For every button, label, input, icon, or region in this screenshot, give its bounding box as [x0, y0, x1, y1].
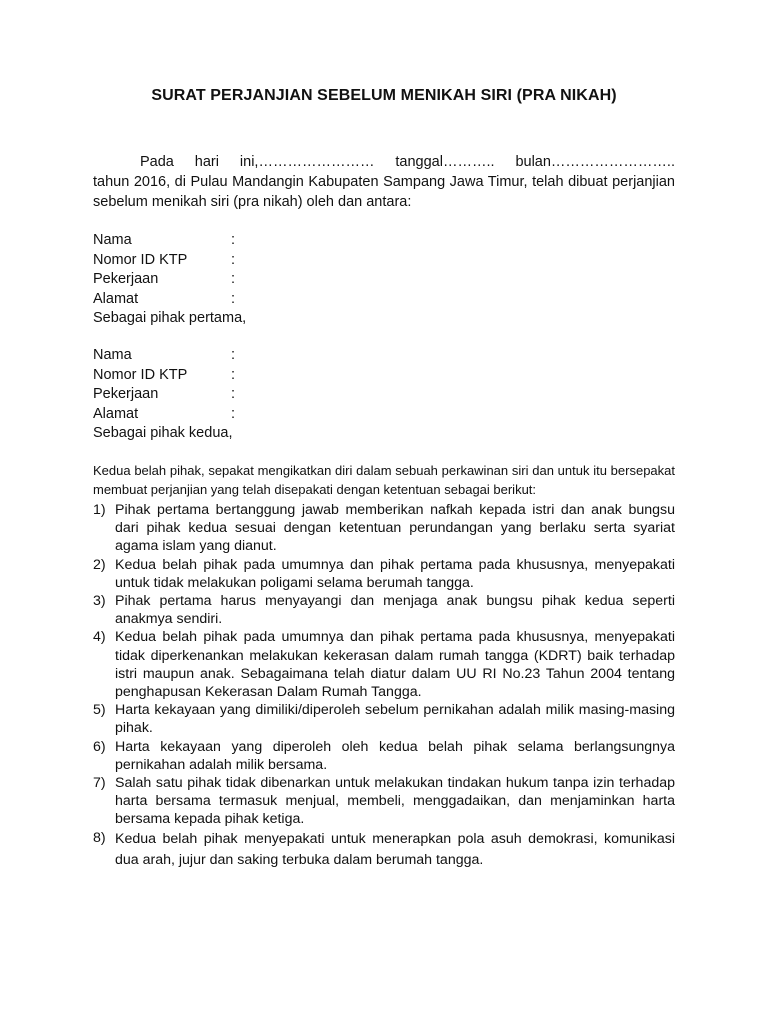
party-one-field [93, 231, 393, 251]
clause-text: Salah satu pihak tidak dibenarkan untuk melakukan tindakan hukum tanpa izin terhadap harta bersama termasuk menjual, membeli, menggadaikan, dan menjaminkan harta bersama kepada pihak ketiga. [115, 775, 675, 828]
field-colon: : [231, 386, 236, 402]
intro-word: hari [194, 154, 219, 170]
clause-text: Pihak pertama bertanggung jawab memberikan nafkah kepada istri dan anak bungsu dari pihak kedua sesuai dengan ketentuan perundangan yang berlaku serta syariat agama islam yang dianut. [115, 502, 675, 555]
field-label: Nomor ID KTP [93, 366, 188, 383]
clause-item [93, 774, 675, 829]
party-two-closing: Sebagai pihak kedua, [93, 425, 233, 441]
clause-number: 8) [93, 829, 106, 846]
field-colon: : [231, 347, 236, 363]
party-two-field [93, 366, 393, 386]
field-colon: : [231, 366, 236, 383]
field-colon: : [231, 251, 236, 268]
clause-text: Kedua belah pihak pada umumnya dan pihak pertama pada khususnya, menyepakati tidak diperkenankan melakukan kekerasan dalam rumah tangga (KDRT) baik terhadap istri maupun anak. Sebagaimana telah diatur dalam UU RI No.23 Tahun 2004 tentang penghapusan Kekerasan Dalam Rumah Tangga. [115, 629, 675, 701]
clause-number: 2) [93, 556, 106, 573]
clause-text: Pihak pertama harus menyayangi dan menjaga anak bungsu pihak kedua seperti anakmya sendiri. [115, 593, 675, 628]
field-label: Nama [93, 347, 132, 363]
intro-first-line [93, 152, 675, 172]
clause-number: 1) [93, 502, 106, 518]
field-label: Pekerjaan [93, 271, 159, 287]
clause-text: Kedua belah pihak menyepakati untuk menerapkan pola asuh demokrasi, komunikasi dua arah, jujur dan saking terbuka dalam berumah tangga. [115, 830, 675, 868]
intro-paragraph [93, 152, 675, 212]
clause-item [93, 592, 675, 628]
intro-word: bulan…………………….. [515, 154, 675, 170]
field-colon: : [231, 271, 236, 287]
field-colon: : [231, 290, 236, 307]
intro-word: ini,…………………… [239, 154, 375, 170]
clause-item [93, 701, 675, 737]
field-label: Alamat [93, 405, 139, 422]
intro-word: tanggal……….. [395, 154, 495, 170]
party-one-closing: Sebagai pihak pertama, [93, 310, 247, 326]
field-colon: : [231, 232, 236, 248]
party-two-field [93, 385, 393, 405]
clause-number: 6) [93, 738, 106, 755]
agreement-paragraph: Kedua belah pihak, sepakat mengikatkan diri dalam sebuah perkawinan siri dan untuk itu bersepakat membuat perjanjian yang telah disepakati dengan ketentuan sebagai berikut: [93, 463, 675, 497]
field-label: Nama [93, 232, 132, 248]
party-two-field [93, 346, 393, 366]
party-one-field [93, 270, 393, 290]
clause-text: Harta kekayaan yang dimiliki/diperoleh sebelum pernikahan adalah milik masing-masing pihak. [115, 702, 675, 737]
clause-text: Harta kekayaan yang diperoleh oleh kedua belah pihak selama berlangsungnya pernikahan adalah milik bersama. [115, 738, 675, 773]
clause-item [93, 501, 675, 556]
clause-number: 4) [93, 629, 106, 646]
clause-number: 7) [93, 775, 106, 792]
field-colon: : [231, 405, 236, 422]
clause-item [93, 738, 675, 774]
party-two-block [93, 346, 393, 444]
intro-rest: tahun 2016, di Pulau Mandangin Kabupaten Sampang Jawa Timur, telah dibuat perjanjian sebelum menikah siri (pra nikah) oleh dan antara: [93, 174, 675, 210]
clause-item [93, 628, 675, 701]
party-two-field [93, 405, 393, 425]
field-label: Alamat [93, 290, 139, 307]
clause-number: 5) [93, 702, 106, 719]
field-label: Nomor ID KTP [93, 251, 188, 268]
party-one-block [93, 231, 393, 329]
party-one-field [93, 251, 393, 271]
clause-item [93, 829, 675, 871]
intro-word: Pada [140, 154, 174, 170]
clause-list [93, 501, 675, 871]
clause-number: 3) [93, 593, 106, 610]
clause-text: Kedua belah pihak pada umumnya dan pihak pertama pada khususnya, menyepakati untuk tidak melakukan poligami selama berumah tangga. [115, 556, 675, 591]
party-one-field [93, 290, 393, 310]
field-label: Pekerjaan [93, 386, 159, 402]
clause-item [93, 556, 675, 592]
document-title: SURAT PERJANJIAN SEBELUM MENIKAH SIRI (PRA NIKAH) [151, 87, 617, 104]
